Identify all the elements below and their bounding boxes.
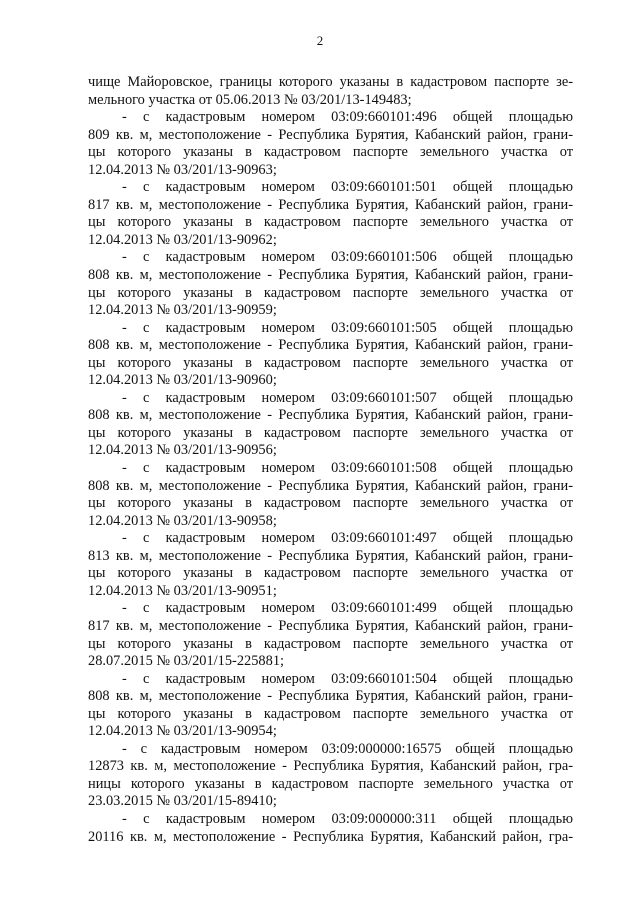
text-line: 808 кв. м, местоположение - Республика Бурятия, Кабанский район, грани- xyxy=(88,267,573,284)
paragraph-first-line: - с кадастровым номером 03:09:660101:508 общей площадью xyxy=(122,460,573,477)
text-line: цы которого указаны в кадастровом паспорте земельного участка от xyxy=(88,354,573,371)
text-line: цы которого указаны в кадастровом паспорте земельного участка от xyxy=(88,705,573,722)
text-line: цы которого указаны в кадастровом паспорте земельного участка от xyxy=(88,565,573,582)
paragraph-first-line: - с кадастровым номером 03:09:660101:497 общей площадью xyxy=(122,530,573,547)
text-line: 809 кв. м, местоположение - Республика Бурятия, Кабанский район, грани- xyxy=(88,126,573,143)
text-line: 12.04.2013 № 03/201/13-90963; xyxy=(88,161,277,178)
text-line: цы которого указаны в кадастровом паспорте земельного участка от xyxy=(88,144,573,161)
paragraph-first-line: - с кадастровым номером 03:09:660101:504 общей площадью xyxy=(122,670,573,687)
paragraph-first-line: - с кадастровым номером 03:09:000000:16575 общей площадью xyxy=(122,740,573,757)
paragraph-first-line: - с кадастровым номером 03:09:660101:501 общей площадью xyxy=(122,179,573,196)
text-line: чище Майоровское, границы которого указаны в кадастровом паспорте зе- xyxy=(88,74,573,90)
text-line: 12.04.2013 № 03/201/13-90956; xyxy=(88,442,277,459)
text-line: цы которого указаны в кадастровом паспорте земельного участка от xyxy=(88,635,573,652)
paragraph-first-line: - с кадастровым номером 03:09:660101:507 общей площадью xyxy=(122,389,573,406)
text-line: 808 кв. м, местоположение - Республика Бурятия, Кабанский район, грани- xyxy=(88,407,573,424)
text-line: цы которого указаны в кадастровом паспорте земельного участка от xyxy=(88,495,573,512)
paragraph-first-line: - с кадастровым номером 03:09:660101:506 общей площадью xyxy=(122,249,573,266)
text-line: 20116 кв. м, местоположение - Республика Бурятия, Кабанский район, гра- xyxy=(88,828,573,845)
text-line: 12.04.2013 № 03/201/13-90960; xyxy=(88,372,277,389)
page-number: 2 xyxy=(316,33,324,48)
text-line: 813 кв. м, местоположение - Республика Бурятия, Кабанский район, грани- xyxy=(88,547,573,564)
paragraph-first-line: - с кадастровым номером 03:09:660101:505 общей площадью xyxy=(122,319,573,336)
text-line: 808 кв. м, местоположение - Республика Бурятия, Кабанский район, грани- xyxy=(88,477,573,494)
text-line: ницы которого указаны в кадастровом паспорте земельного участка от xyxy=(88,775,573,792)
text-line: 23.03.2015 № 03/201/15-89410; xyxy=(88,793,277,810)
text-line: 12.04.2013 № 03/201/13-90954; xyxy=(88,723,277,740)
text-line: мельного участка от 05.06.2013 № 03/201/13-149483; xyxy=(88,91,412,108)
text-line: цы которого указаны в кадастровом паспорте земельного участка от xyxy=(88,284,573,301)
text-line: 808 кв. м, местоположение - Республика Бурятия, Кабанский район, грани- xyxy=(88,688,573,705)
text-line: 12.04.2013 № 03/201/13-90959; xyxy=(88,302,277,319)
text-line: 12.04.2013 № 03/201/13-90958; xyxy=(88,512,277,529)
text-line: 12.04.2013 № 03/201/13-90951; xyxy=(88,582,277,599)
document-body xyxy=(88,74,573,846)
paragraph-first-line: - с кадастровым номером 03:09:660101:499 общей площадью xyxy=(122,600,573,617)
text-line: 12873 кв. м, местоположение - Республика Бурятия, Кабанский район, гра- xyxy=(88,758,573,775)
text-line: 808 кв. м, местоположение - Республика Бурятия, Кабанский район, грани- xyxy=(88,337,573,354)
text-line: 817 кв. м, местоположение - Республика Бурятия, Кабанский район, грани- xyxy=(88,196,573,213)
text-line: 28.07.2015 № 03/201/15-225881; xyxy=(88,653,285,670)
text-line: 817 кв. м, местоположение - Республика Бурятия, Кабанский район, грани- xyxy=(88,617,573,634)
text-line: 12.04.2013 № 03/201/13-90962; xyxy=(88,231,277,248)
paragraph-first-line: - с кадастровым номером 03:09:000000:311 общей площадью xyxy=(122,810,573,827)
text-line: цы которого указаны в кадастровом паспорте земельного участка от xyxy=(88,214,573,231)
paragraph-first-line: - с кадастровым номером 03:09:660101:496 общей площадью xyxy=(122,109,573,126)
text-line: цы которого указаны в кадастровом паспорте земельного участка от xyxy=(88,424,573,441)
